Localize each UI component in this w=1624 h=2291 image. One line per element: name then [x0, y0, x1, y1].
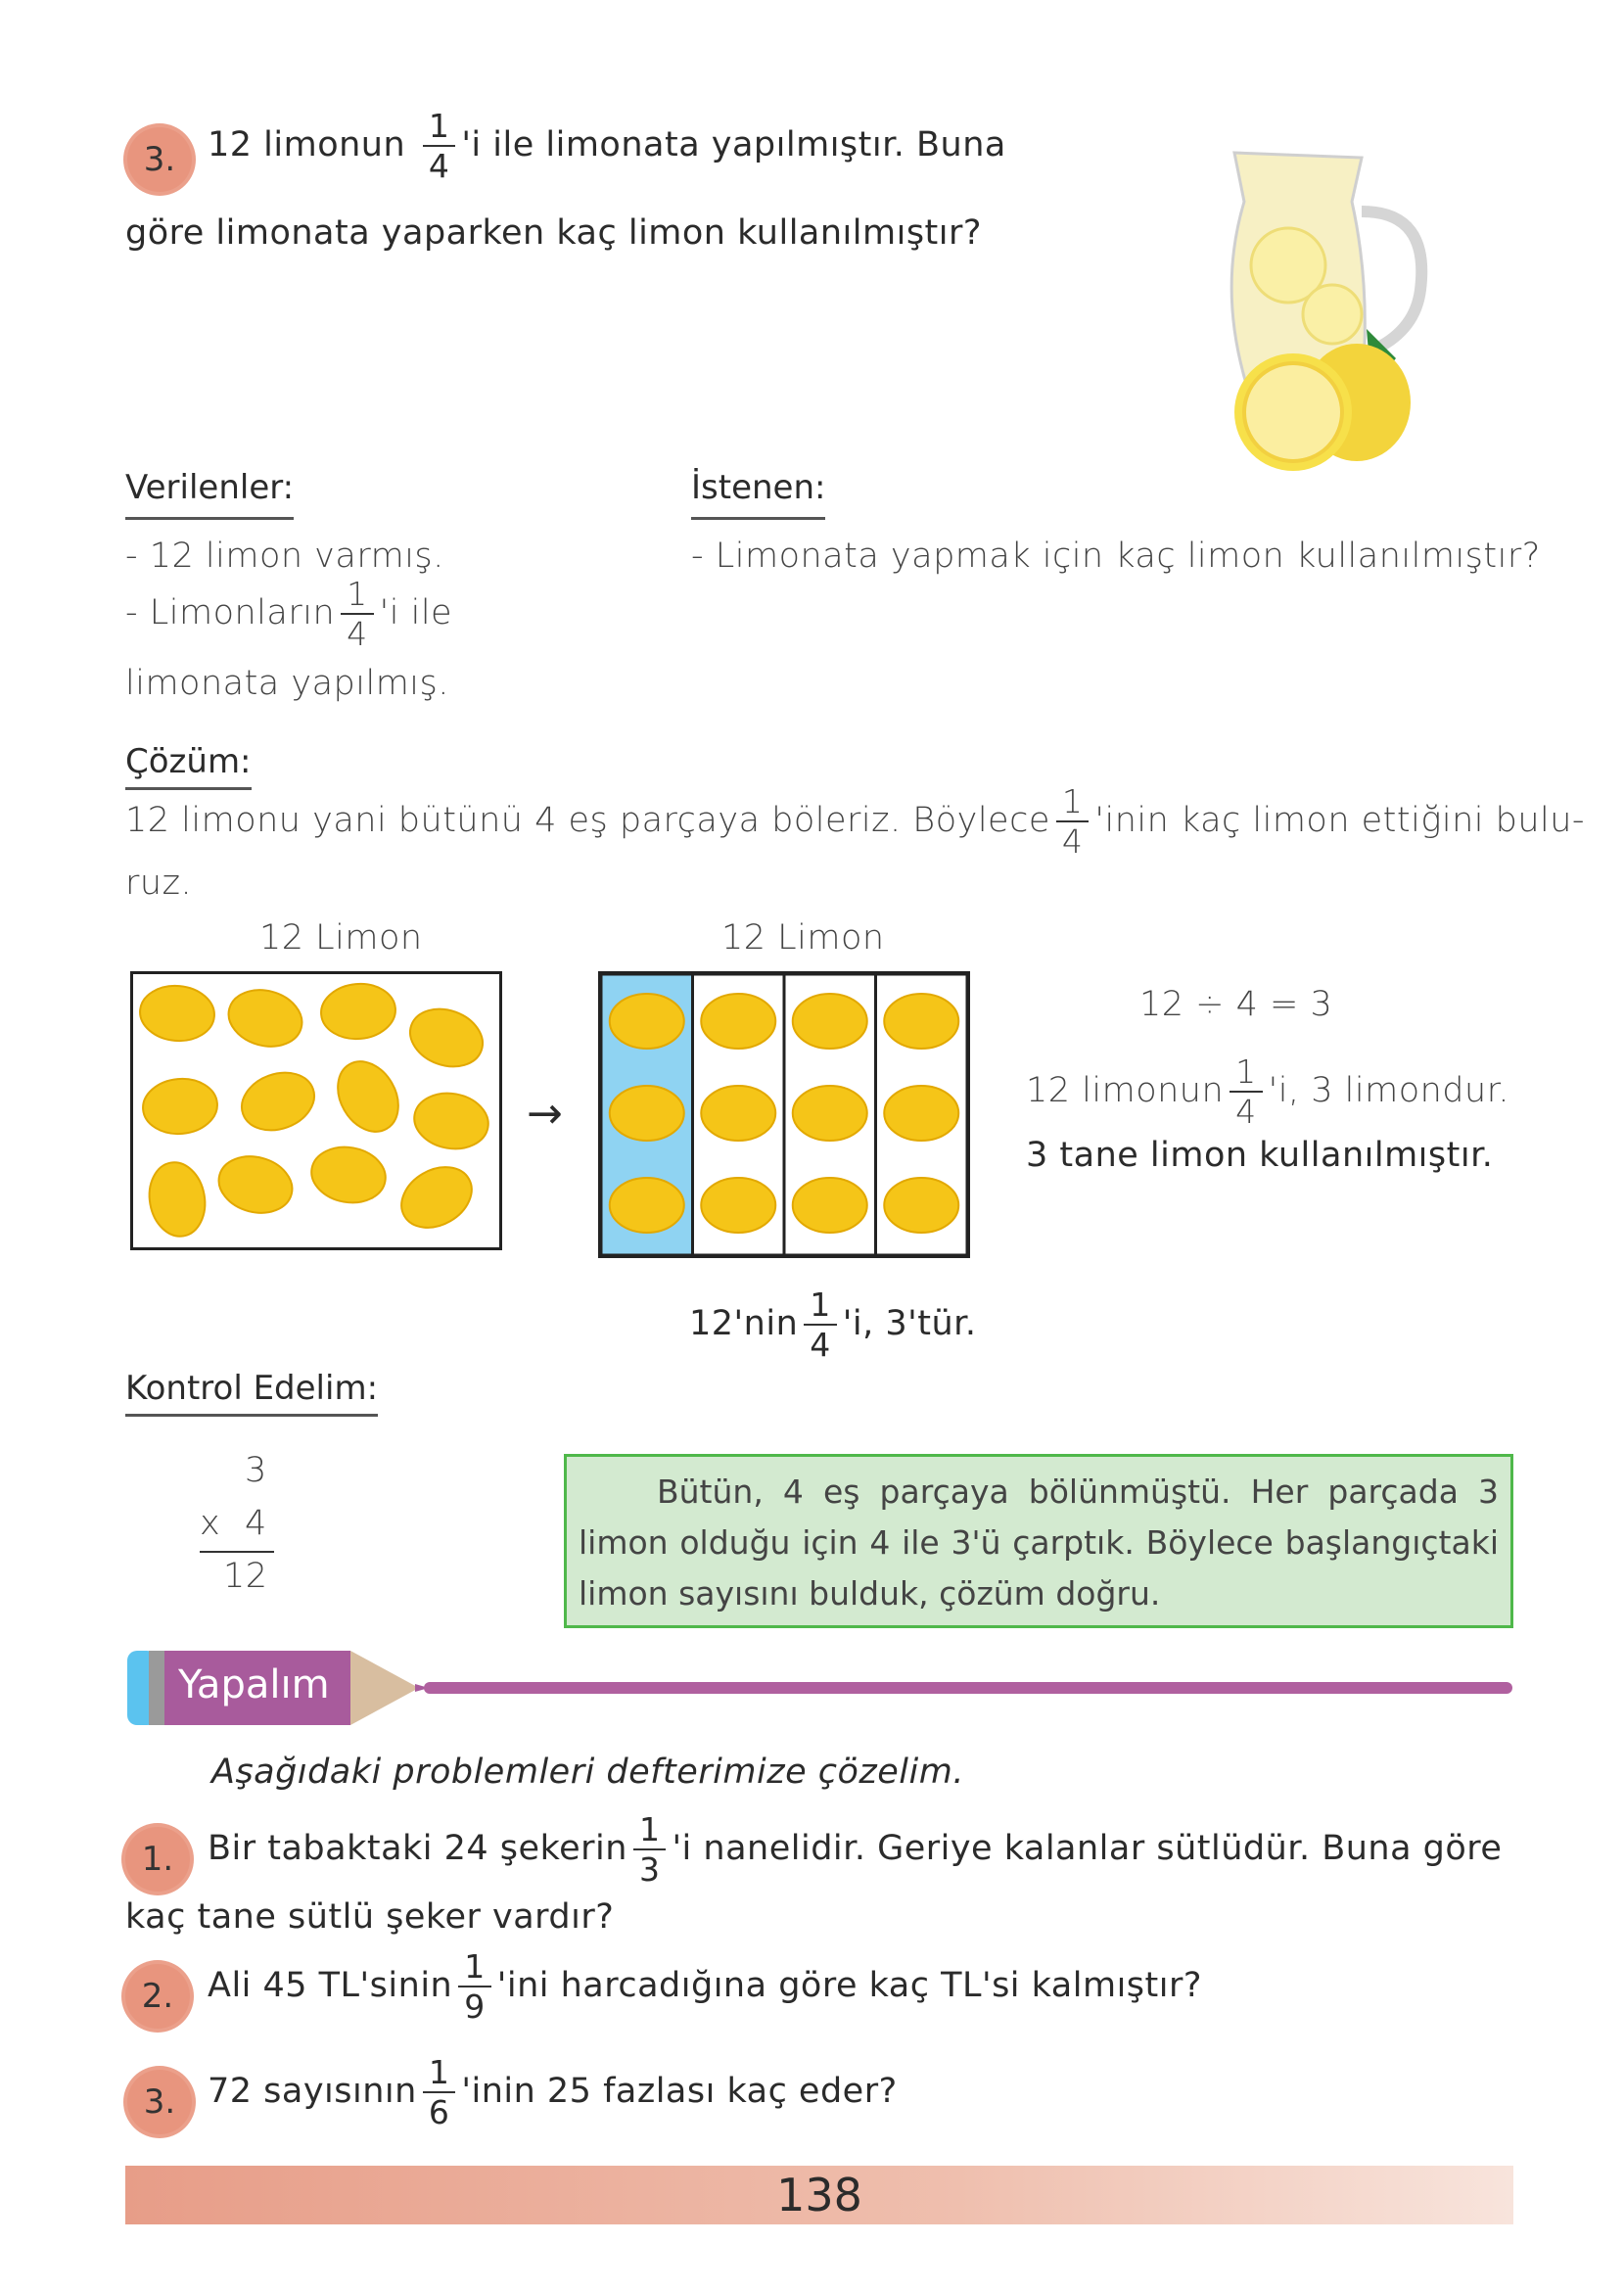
practice-instruction: Aşağıdaki problemleri defterimize çözelim. [211, 1753, 964, 1792]
practice-item-3 [208, 2053, 898, 2131]
lemon-icon [884, 994, 958, 1049]
lemon-icon [793, 1086, 867, 1141]
practice-badge-3: 3. [127, 2070, 192, 2134]
practice-item-2 [208, 1947, 1202, 2026]
fraction [804, 1286, 837, 1364]
text: - Limonların [125, 593, 336, 632]
mult-top: 3 [245, 1451, 267, 1490]
numerator: 1 [458, 1950, 491, 1987]
lemon-icon [138, 983, 217, 1044]
arrow-icon: → [527, 1089, 563, 1139]
check-note-box [564, 1454, 1513, 1628]
text: 12 limonun [208, 125, 406, 164]
numerator: 1 [423, 110, 456, 147]
lemon-icon [234, 1063, 323, 1141]
page-number: 138 [776, 2169, 862, 2221]
text: Bir tabaktaki 24 şekerin [208, 1829, 627, 1868]
lemon-icon [410, 1088, 493, 1154]
mult-multiplier: 4 [245, 1504, 267, 1543]
denominator: 6 [428, 2093, 450, 2131]
practice-item-1-line-2: kaç tane sütlü şeker vardır? [125, 1897, 615, 1937]
text: 12 limonu yani bütünü 4 eş parçaya böleriz. Böylece [125, 801, 1050, 840]
lemon-icon [319, 981, 398, 1042]
diagram-label-right: 12 Limon [721, 918, 885, 958]
denominator: 4 [1235, 1093, 1257, 1131]
lemonade-pitcher-image [1195, 133, 1450, 486]
text: 'inin 25 fazlası kaç eder? [461, 2072, 898, 2111]
lemon-icon [141, 1076, 220, 1137]
lemon-icon [610, 1178, 684, 1233]
solution-line-1 [125, 782, 1586, 861]
denominator: 4 [347, 615, 368, 653]
lemon-icon [793, 994, 867, 1049]
solution-line-2: ruz. [125, 864, 193, 903]
lemon-icon [701, 1086, 775, 1141]
solution-heading: Çözüm: [125, 742, 252, 790]
check-heading: Kontrol Edelim: [125, 1369, 378, 1417]
lemon-icon [884, 1178, 958, 1233]
lemon-icon [610, 1086, 684, 1141]
lemons-grouped-box [598, 971, 970, 1258]
division-equation: 12 ÷ 4 = 3 [1139, 985, 1333, 1024]
diagram-caption [689, 1286, 977, 1364]
lemons-whole-box [130, 971, 502, 1250]
lemon-icon [793, 1178, 867, 1233]
page-footer [125, 2166, 1513, 2224]
fraction [423, 107, 456, 185]
numerator: 1 [804, 1288, 837, 1326]
text: 'i nanelidir. Geriye kalanlar sütlüdür. Buna göre [672, 1829, 1503, 1868]
fraction [423, 2053, 456, 2131]
problem-line-2: göre limonata yaparken kaç limon kullanılmıştır? [125, 213, 982, 253]
mult-line [200, 1551, 274, 1553]
numerator: 1 [341, 578, 374, 615]
lemon-icon [402, 1000, 491, 1077]
asked-line-1: - Limonata yapmak için kaç limon kullanılmıştır? [691, 537, 1541, 576]
given-line-1: - 12 limon varmış. [125, 537, 444, 576]
text: 'i ile limonata yapılmıştır. Buna [461, 125, 1006, 164]
fraction [458, 1947, 491, 2026]
lemon-icon [701, 994, 775, 1049]
lemon-icon [222, 982, 308, 1054]
fraction [633, 1810, 667, 1889]
text: 'inin kaç limon ettiğini bulu- [1094, 801, 1586, 840]
lemon-icon [701, 1178, 775, 1233]
denominator: 4 [810, 1326, 831, 1364]
lemon-icon [326, 1051, 410, 1143]
text: 'ini harcadığına göre kaç TL'si kalmıştır? [496, 1966, 1202, 2005]
text: 'i, 3'tür. [842, 1304, 977, 1343]
numerator: 1 [1056, 785, 1090, 822]
lemon-icon [144, 1158, 210, 1241]
lemon-icon [610, 994, 684, 1049]
fraction [1230, 1052, 1263, 1131]
denominator: 4 [428, 147, 450, 185]
problem-number-badge: 3. [127, 127, 192, 192]
denominator: 3 [638, 1850, 661, 1889]
practice-badge-1: 1. [125, 1827, 190, 1892]
text: 'i, 3 limondur. [1268, 1071, 1510, 1110]
text: Ali 45 TL'sinin [208, 1966, 453, 2005]
practice-badge-2: 2. [125, 1964, 190, 2029]
given-heading: Verilenler: [125, 468, 294, 520]
lemon-icon [212, 1148, 299, 1221]
lemon-icon [884, 1086, 958, 1141]
numerator: 1 [633, 1813, 667, 1850]
conclusion: 3 tane limon kullanılmıştır. [1026, 1136, 1494, 1175]
practice-item-1 [208, 1810, 1503, 1889]
diagram-label-left: 12 Limon [259, 918, 423, 958]
text: 'i ile [379, 593, 453, 632]
text: 12'nin [689, 1304, 799, 1343]
denominator: 4 [1061, 822, 1084, 861]
text: 72 sayısının [208, 2072, 417, 2111]
fraction [341, 575, 374, 653]
numerator: 1 [423, 2056, 456, 2093]
lemon-icon [391, 1155, 483, 1239]
fraction [1056, 782, 1090, 861]
problem-line-1 [208, 107, 1006, 185]
text: 12 limonun [1026, 1071, 1225, 1110]
asked-heading: İstenen: [691, 468, 825, 520]
practice-banner-label: Yapalım [178, 1662, 330, 1707]
given-line-2 [125, 575, 453, 653]
given-line-3: limonata yapılmış. [125, 664, 449, 703]
mult-result: 12 [223, 1557, 268, 1596]
mult-operator: x [200, 1504, 221, 1543]
denominator: 9 [464, 1987, 486, 2026]
result-line [1026, 1052, 1510, 1131]
check-note: Bütün, 4 eş parçaya bölünmüştü. Her parçada 3 limon olduğu için 4 ile 3'ü çarptık. Böylece başlangıçtaki limon sayısını bulduk, çözüm doğru. [579, 1473, 1499, 1613]
numerator: 1 [1230, 1055, 1263, 1093]
pencil-banner [125, 1649, 1515, 1729]
lemon-icon [307, 1142, 391, 1208]
